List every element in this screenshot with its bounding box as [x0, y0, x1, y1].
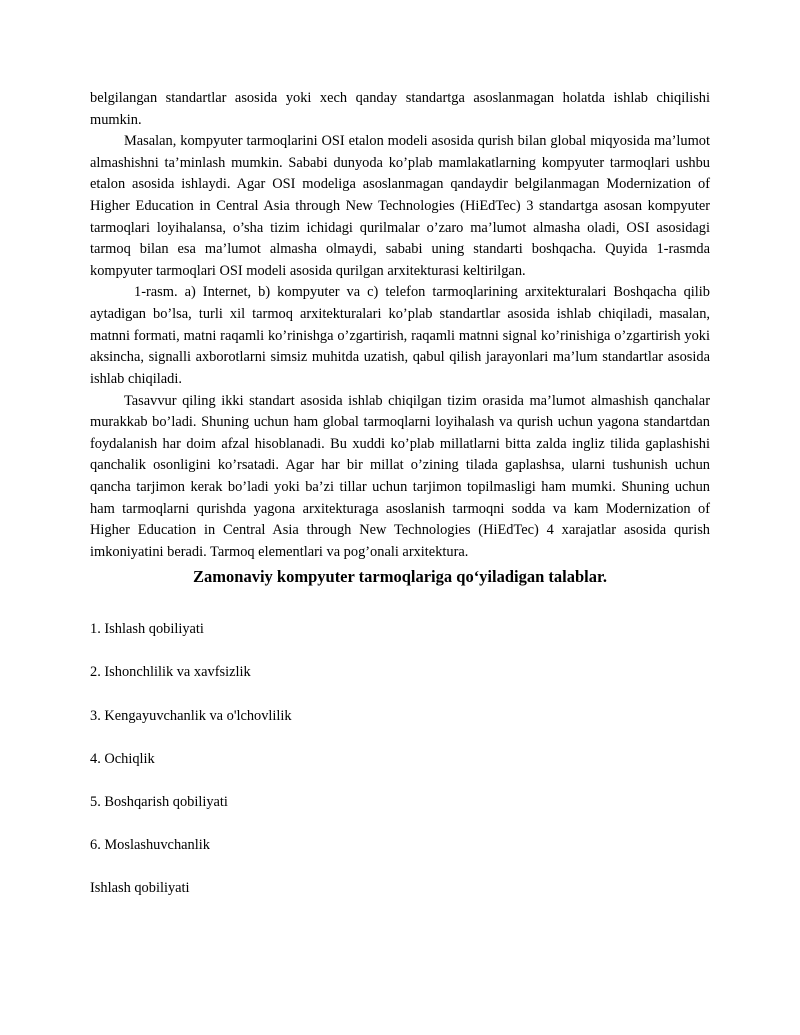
section-heading: Zamonaviy kompyuter tarmoqlariga qo‘yiladigan talablar. [193, 567, 607, 587]
paragraph-2: Masalan, kompyuter tarmoqlarini OSI etalon modeli asosida qurish bilan global miqyosida ma’lumot almashishni ta’minlash mumkin. Sababi dunyoda ko’plab mamlakatlarning kompyuter tarmoqlari ushbu etalon asosida ishlaydi. Agar OSI modeliga asoslanmagan qandaydir belgilanmagan Modernization of Higher Education in Central Asia through New Technologies (HiEdTec) 3 standartga asosan kompyuter tarmoqlari loyihalansa, o’sha tizim ichidagi qurilmalar o’zaro ma’lumot almasha oladi, OSI asosidagi tarmoq bilan esa ma’lumot almasha olmaydi, sababi uning standarti boshqacha. Quyida 1-rasmda kompyuter tarmoqlari OSI modeli asosida qurilgan arxitekturasi keltirilgan. [90, 133, 710, 279]
paragraph-3: 1-rasm. a) Internet, b) kompyuter va c) telefon tarmoqlarining arxitekturalari Boshqacha qilib aytadigan bo’lsa, turli xil tarmoq arxitekturalari ko’plab standartlar asosida ishlab chiqiladi, masalan, matnni formati, matni raqamli ko’rinishga o’zgartirish, raqamli matnni signal ko’rinishiga o’zgartirish yoki aksincha, signalli axborotlarni simsiz muhitda uzatish, qabul qilish jarayonlari ma’lum standartlar asosida ishlab chiqiladi. [90, 284, 710, 387]
list-item: 6. Moslashuvchanlik [90, 837, 210, 854]
trailing-text: Ishlash qobiliyati [90, 880, 190, 897]
list-item: 1. Ishlash qobiliyati [90, 621, 204, 638]
paragraph-4: Tasavvur qiling ikki standart asosida ishlab chiqilgan tizim orasida ma’lumot almashish qanchalar murakkab bo’ladi. Shuning uchun ham global tarmoqlarni loyihalash va qurish uchun yagona standartdan foydalanish har doim afzal hisoblanadi. Bu xuddi ko’plab millatlarni bitta zalda ingliz tilida gaplashishi qanchalik osonligini ko’rsatadi. Agar har bir millat o’zining tilada gaplashsa, ularni tushunish uchun qancha tarjimon kerak bo’ladi yoki ba’zi tillar uchun tarjimon topilmasligi ham mumki. Shuning uchun ham tarmoqlarni qurishda yagona arxitekturaga asoslanish tarmoqni sodda va kam Modernization of Higher Education in Central Asia through New Technologies (HiEdTec) 4 xarajatlar asosida qurish imkoniyatini beradi. Tarmoq elementlari va pog’onali arxitektura. [90, 392, 710, 560]
list-item: 5. Boshqarish qobiliyati [90, 793, 228, 810]
list-item: 4. Ochiqlik [90, 750, 155, 767]
paragraph-1: belgilangan standartlar asosida yoki xech qanday standartga asoslanmagan holatda ishlab chiqilishi mumkin. [90, 90, 710, 128]
requirements-list [90, 619, 710, 898]
document-body [90, 88, 710, 898]
list-item: 2. Ishonchlilik va xavfsizlik [90, 664, 251, 681]
list-item: 3. Kengayuvchanlik va o'lchovlilik [90, 707, 292, 724]
